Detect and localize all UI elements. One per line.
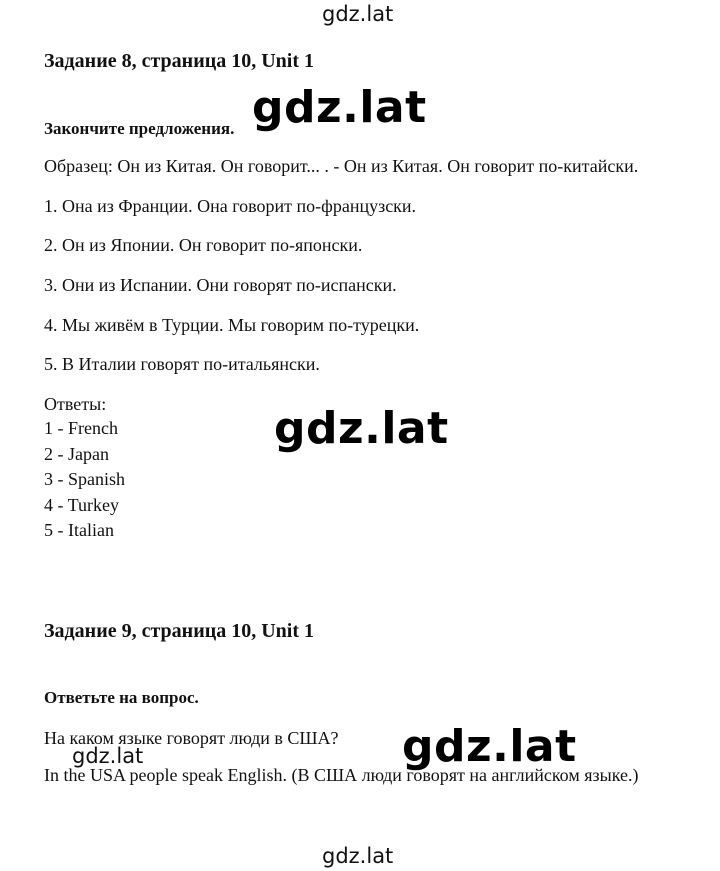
answer-item: 3 - Spanish bbox=[44, 469, 125, 490]
watermark-top: gdz.lat bbox=[322, 2, 394, 26]
task8-item-2: 2. Он из Японии. Он говорит по-японски. bbox=[44, 235, 363, 255]
watermark-small-left: gdz.lat bbox=[72, 744, 144, 768]
task9-answer: In the USA people speak English. (В США люди говорят на английском языке.) bbox=[44, 765, 639, 785]
task8-instruction: Закончите предложения. bbox=[44, 119, 235, 138]
watermark-mid-2: gdz.lat bbox=[274, 403, 449, 454]
answer-item: 1 - French bbox=[44, 418, 118, 438]
watermark-mid-1: gdz.lat bbox=[252, 82, 427, 133]
answer-item: 4 - Turkey bbox=[44, 494, 120, 515]
task9-title: Задание 9, страница 10, Unit 1 bbox=[44, 620, 315, 642]
answers-label: Ответы: bbox=[44, 394, 107, 414]
task8-title: Задание 8, страница 10, Unit 1 bbox=[44, 50, 315, 72]
task9-question: На каком языке говорят люди в США? bbox=[44, 728, 339, 748]
task8-item-1: 1. Она из Франции. Она говорит по-французски. bbox=[44, 196, 417, 216]
answers-list bbox=[44, 416, 125, 544]
watermark-mid-3: gdz.lat bbox=[402, 721, 577, 772]
task9-instruction: Ответьте на вопрос. bbox=[44, 688, 199, 707]
answer-item: 5 - Italian bbox=[44, 520, 114, 541]
task8-item-3: 3. Они из Испании. Они говорят по-испански. bbox=[44, 275, 397, 295]
answer-item: 2 - Japan bbox=[44, 443, 109, 464]
task8-example: Образец: Он из Китая. Он говорит... . - Он из Китая. Он говорит по-китайски. bbox=[44, 156, 639, 176]
watermark-bottom: gdz.lat bbox=[322, 844, 394, 868]
task8-item-5: 5. В Италии говорят по-итальянски. bbox=[44, 354, 320, 374]
task8-item-4: 4. Мы живём в Турции. Мы говорим по-турецки. bbox=[44, 315, 420, 335]
